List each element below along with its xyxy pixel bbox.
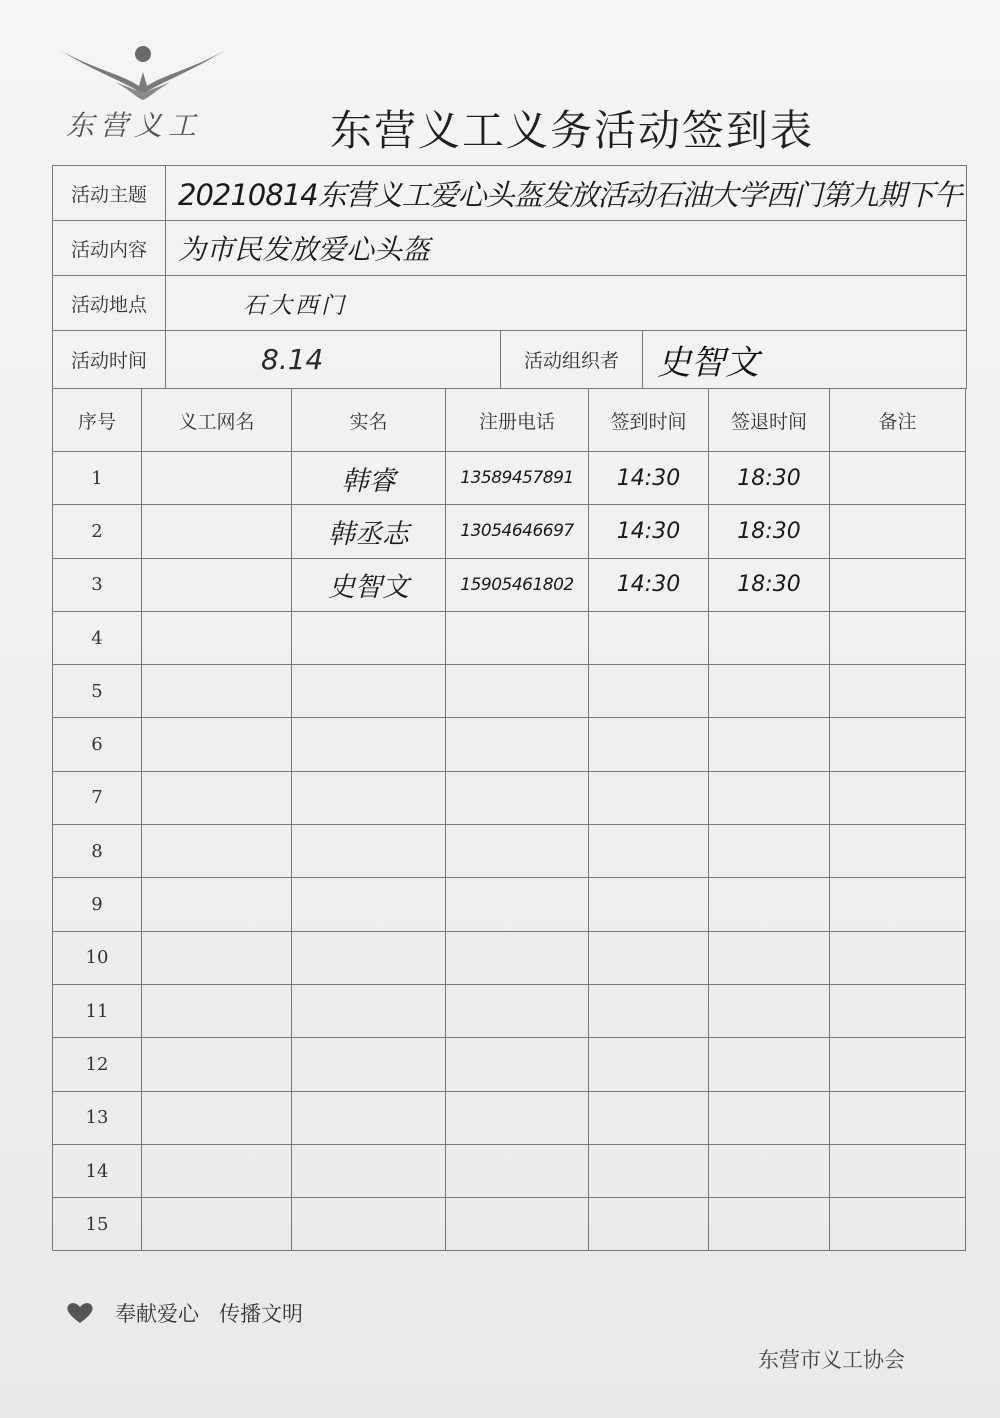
table-row	[53, 452, 966, 505]
time-value[interactable]: 8.14	[261, 343, 324, 376]
sign-in-time-cell[interactable]: 14:30	[589, 452, 709, 505]
row-number: 6	[53, 718, 142, 771]
table-row	[53, 931, 966, 984]
phone-cell[interactable]	[446, 1038, 589, 1091]
nickname-cell[interactable]	[142, 505, 292, 558]
note-cell[interactable]	[830, 611, 966, 664]
row-number: 10	[53, 931, 142, 984]
sign-out-time-cell[interactable]: 18:30	[709, 558, 830, 611]
sign-in-time-cell[interactable]	[589, 771, 709, 824]
row-number: 14	[53, 1144, 142, 1197]
phone-cell[interactable]	[446, 665, 589, 718]
sign-in-time-cell[interactable]	[589, 1198, 709, 1251]
topic-row	[53, 166, 966, 221]
sign-in-time-cell[interactable]	[589, 1038, 709, 1091]
note-cell[interactable]	[830, 1144, 966, 1197]
nickname-cell[interactable]	[142, 1038, 292, 1091]
sign-in-time-cell[interactable]	[589, 825, 709, 878]
nickname-cell[interactable]	[142, 825, 292, 878]
row-number: 1	[53, 452, 142, 505]
nickname-cell[interactable]	[142, 665, 292, 718]
topic-value[interactable]: 20210814东营义工爱心头盔发放活动石油大学西门第九期下午	[178, 177, 962, 212]
nickname-cell[interactable]	[142, 718, 292, 771]
sign-out-time-cell[interactable]	[709, 1198, 830, 1251]
sign-out-time-cell[interactable]	[709, 1038, 830, 1091]
real-name-cell[interactable]	[292, 878, 446, 931]
nickname-cell[interactable]	[142, 611, 292, 664]
table-row	[53, 1091, 966, 1144]
sign-out-time-cell[interactable]	[709, 984, 830, 1037]
phone-cell[interactable]	[446, 984, 589, 1037]
sign-out-time-cell[interactable]	[709, 931, 830, 984]
location-label: 活动地点	[53, 276, 166, 330]
sign-in-time-cell[interactable]	[589, 878, 709, 931]
nickname-cell[interactable]	[142, 878, 292, 931]
table-row	[53, 718, 966, 771]
sign-out-time-cell[interactable]	[709, 825, 830, 878]
real-name-cell[interactable]	[292, 825, 446, 878]
note-cell[interactable]	[830, 1038, 966, 1091]
phone-cell[interactable]	[446, 771, 589, 824]
row-number: 15	[53, 1198, 142, 1251]
real-name-cell[interactable]	[292, 718, 446, 771]
table-row	[53, 558, 966, 611]
column-header: 义工网名	[142, 389, 292, 452]
row-number: 3	[53, 558, 142, 611]
row-number: 11	[53, 984, 142, 1037]
note-cell[interactable]	[830, 505, 966, 558]
slogan-text-1: 奉献爱心	[115, 1302, 199, 1326]
sign-in-time-cell[interactable]	[589, 1091, 709, 1144]
table-row	[53, 1038, 966, 1091]
sign-in-time-cell[interactable]	[589, 984, 709, 1037]
nickname-cell[interactable]	[142, 931, 292, 984]
real-name-cell[interactable]	[292, 1091, 446, 1144]
sign-out-time-cell[interactable]	[709, 611, 830, 664]
sign-out-time-cell[interactable]: 18:30	[709, 505, 830, 558]
table-row	[53, 1198, 966, 1251]
note-cell[interactable]	[830, 665, 966, 718]
table-row	[53, 665, 966, 718]
table-row	[53, 1144, 966, 1197]
phone-cell[interactable]	[446, 931, 589, 984]
sign-out-time-cell[interactable]	[709, 1144, 830, 1197]
table-row	[53, 611, 966, 664]
nickname-cell[interactable]	[142, 452, 292, 505]
real-name-cell[interactable]	[292, 665, 446, 718]
page-title: 东营义工义务活动签到表	[330, 106, 815, 155]
sign-in-time-cell[interactable]	[589, 931, 709, 984]
real-name-cell[interactable]: 史智文	[292, 558, 446, 611]
phone-cell[interactable]: 13589457891	[446, 452, 589, 505]
column-header: 备注	[830, 389, 966, 452]
sign-in-time-cell[interactable]: 14:30	[589, 505, 709, 558]
organizer-value[interactable]: 史智文	[657, 343, 759, 383]
real-name-cell[interactable]	[292, 1198, 446, 1251]
note-cell[interactable]	[830, 558, 966, 611]
heart-icon	[65, 1301, 95, 1325]
row-number: 9	[53, 878, 142, 931]
sign-in-time-cell[interactable]	[589, 1144, 709, 1197]
note-cell[interactable]	[830, 771, 966, 824]
note-cell[interactable]	[830, 1198, 966, 1251]
sign-out-time-cell[interactable]	[709, 878, 830, 931]
column-header: 签退时间	[709, 389, 830, 452]
table-row	[53, 505, 966, 558]
volunteer-bird-logo-icon	[55, 42, 230, 102]
sign-out-time-cell[interactable]: 18:30	[709, 452, 830, 505]
phone-cell[interactable]	[446, 1091, 589, 1144]
sign-out-time-cell[interactable]	[709, 1091, 830, 1144]
column-header: 注册电话	[446, 389, 589, 452]
table-row	[53, 825, 966, 878]
nickname-cell[interactable]	[142, 984, 292, 1037]
organization-name: 东营市义工协会	[758, 1348, 905, 1372]
content-row	[53, 221, 966, 276]
column-header: 序号	[53, 389, 142, 452]
real-name-cell[interactable]	[292, 1038, 446, 1091]
phone-cell[interactable]	[446, 1144, 589, 1197]
content-label: 活动内容	[53, 221, 166, 275]
table-body	[53, 452, 966, 1251]
phone-cell[interactable]: 15905461802	[446, 558, 589, 611]
phone-cell[interactable]	[446, 718, 589, 771]
note-cell[interactable]	[830, 931, 966, 984]
phone-cell[interactable]: 13054646697	[446, 505, 589, 558]
table-header-row	[53, 389, 966, 452]
row-number: 13	[53, 1091, 142, 1144]
phone-cell[interactable]	[446, 878, 589, 931]
activity-info-block	[52, 165, 967, 389]
table-row	[53, 984, 966, 1037]
sign-out-time-cell[interactable]	[709, 718, 830, 771]
sign-in-table	[52, 388, 966, 1251]
row-number: 4	[53, 611, 142, 664]
row-number: 2	[53, 505, 142, 558]
slogan-text-2: 传播文明	[219, 1302, 303, 1326]
time-organizer-row	[53, 331, 966, 389]
row-number: 7	[53, 771, 142, 824]
sign-in-time-cell[interactable]	[589, 665, 709, 718]
real-name-cell[interactable]	[292, 771, 446, 824]
real-name-cell[interactable]: 韩丞志	[292, 505, 446, 558]
nickname-cell[interactable]	[142, 771, 292, 824]
column-header: 签到时间	[589, 389, 709, 452]
note-cell[interactable]	[830, 825, 966, 878]
real-name-cell[interactable]	[292, 611, 446, 664]
table-row	[53, 771, 966, 824]
note-cell[interactable]	[830, 718, 966, 771]
column-header: 实名	[292, 389, 446, 452]
sign-in-time-cell[interactable]	[589, 611, 709, 664]
sign-in-time-cell[interactable]: 14:30	[589, 558, 709, 611]
row-number: 5	[53, 665, 142, 718]
organizer-label: 活动组织者	[500, 331, 643, 388]
nickname-cell[interactable]	[142, 1144, 292, 1197]
phone-cell[interactable]	[446, 825, 589, 878]
real-name-cell[interactable]: 韩睿	[292, 452, 446, 505]
note-cell[interactable]	[830, 452, 966, 505]
location-value[interactable]: 石大西门	[243, 292, 347, 319]
nickname-cell[interactable]	[142, 1091, 292, 1144]
nickname-cell[interactable]	[142, 1198, 292, 1251]
sign-out-time-cell[interactable]	[709, 665, 830, 718]
table-row	[53, 878, 966, 931]
real-name-cell[interactable]	[292, 1144, 446, 1197]
content-value[interactable]: 为市民发放爱心头盔	[178, 233, 431, 266]
note-cell[interactable]	[830, 984, 966, 1037]
note-cell[interactable]	[830, 1091, 966, 1144]
real-name-cell[interactable]	[292, 931, 446, 984]
sign-in-time-cell[interactable]	[589, 718, 709, 771]
row-number: 12	[53, 1038, 142, 1091]
note-cell[interactable]	[830, 878, 966, 931]
logo-wordmark: 东营义工	[66, 109, 203, 142]
time-label: 活动时间	[53, 331, 166, 388]
topic-label: 活动主题	[53, 166, 166, 220]
sign-out-time-cell[interactable]	[709, 771, 830, 824]
phone-cell[interactable]	[446, 611, 589, 664]
nickname-cell[interactable]	[142, 558, 292, 611]
phone-cell[interactable]	[446, 1198, 589, 1251]
real-name-cell[interactable]	[292, 984, 446, 1037]
location-row	[53, 276, 966, 331]
row-number: 8	[53, 825, 142, 878]
footer-slogan	[65, 1298, 303, 1328]
